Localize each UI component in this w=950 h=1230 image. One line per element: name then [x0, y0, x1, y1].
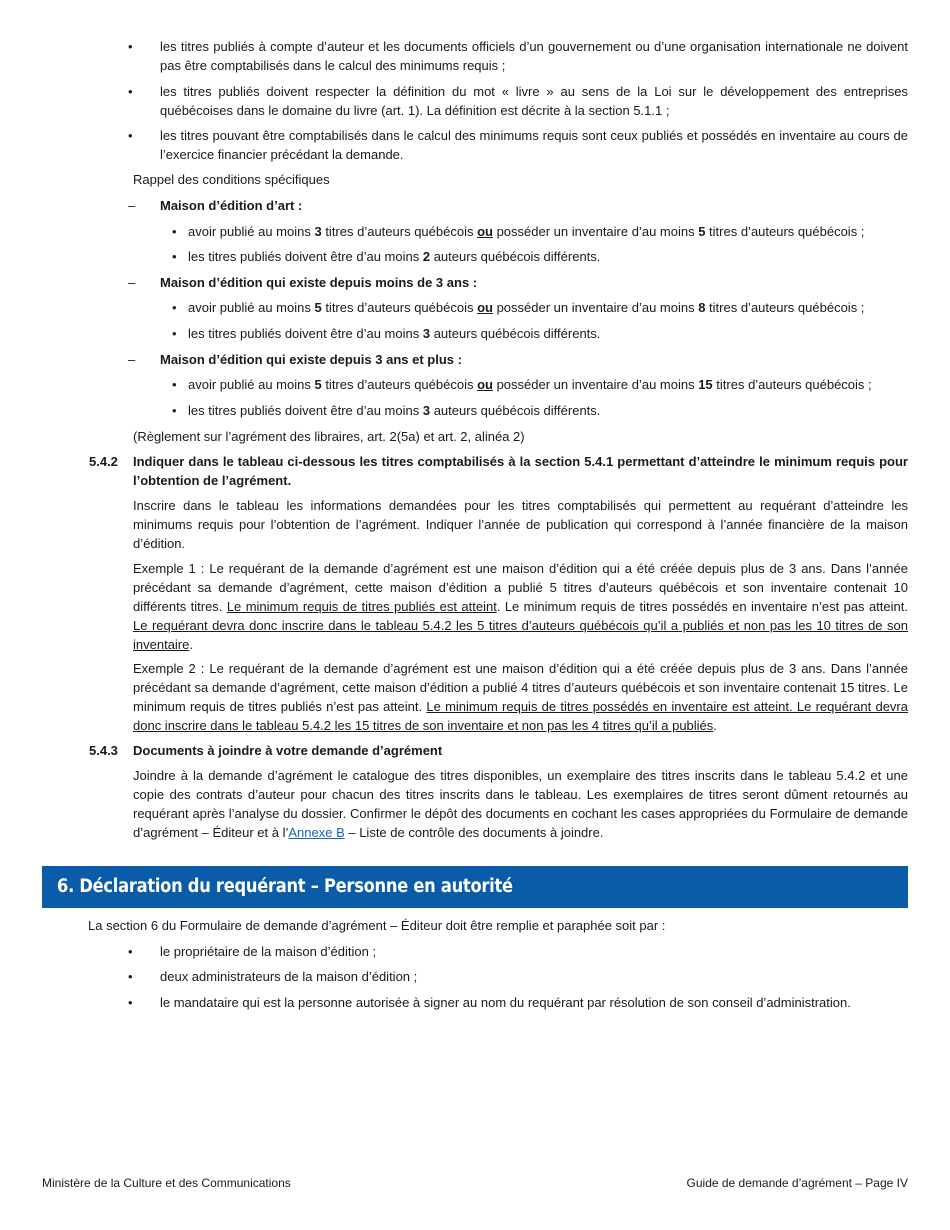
bullet-text: les titres publiés doivent être d’au moins 2 auteurs québécois différents.: [188, 249, 601, 264]
section-6-banner: [42, 866, 908, 908]
condition-heading-text: Maison d’édition d’art :: [160, 198, 303, 213]
bullet-marker: •: [128, 969, 133, 984]
bullet-text: les titres publiés doivent être d’au moins 3 auteurs québécois différents.: [188, 403, 601, 418]
rappel-label: Rappel des conditions spécifiques: [133, 172, 330, 187]
footer-left: Ministère de la Culture et des Communications: [42, 1176, 291, 1190]
bullet-marker: •: [128, 39, 133, 54]
list-item: [128, 37, 908, 75]
list-item: [172, 375, 912, 394]
list-item: [128, 967, 908, 986]
list-item: [128, 942, 908, 961]
bullet-text: les titres publiés doivent être d’au moins 3 auteurs québécois différents.: [188, 326, 601, 341]
condition-heading: [128, 196, 908, 215]
section-intro: Inscrire dans le tableau les informations demandées pour les titres comptabilisés qui permettent au requérant d’atteindre les minimums requis pour l’obtention de l’agrément. Indiquer l’année de publication qui correspond à l’année financière de la maison d’édition.: [133, 498, 908, 551]
list-item: [172, 222, 912, 241]
bullet-text: le mandataire qui est la personne autorisée à signer au nom du requérant par résolution de son conseil d’administration.: [160, 995, 851, 1010]
condition-heading-text: Maison d’édition qui existe depuis 3 ans et plus :: [160, 352, 462, 367]
list-item: [172, 247, 912, 266]
bullet-text: avoir publié au moins 3 titres d’auteurs québécois ou posséder un inventaire d’au moins 5 titres d’auteurs québécois ;: [188, 224, 865, 239]
bullet-marker: •: [172, 326, 177, 341]
bullet-marker: •: [172, 249, 177, 264]
example-1: Exemple 1 : Le requérant de la demande d’agrément est une maison d’édition qui a été créée depuis plus de 3 ans. Dans l’année précédant sa demande d’agrément, cette maison d’édition a publié 5 titres d’auteurs québécois et son inventaire contenait 10 différents titres. Le minimum requis de titres publiés est atteint. Le minimum requis de titres possédés en inventaire n’est pas atteint. Le requérant devra donc inscrire dans le tableau 5.4.2 les 5 titres d’auteurs québécois qu’il a publiés et non pas les 10 titres de son inventaire.: [133, 561, 908, 652]
bullet-marker: •: [172, 224, 177, 239]
dash-marker: –: [128, 275, 136, 290]
bullet-text: les titres pouvant être comptabilisés dans le calcul des minimums requis sont ceux publiés et possédés en inventaire au cours de l’exercice financier précédant la demande.: [160, 128, 908, 162]
section-6-title: 6. Déclaration du requérant – Personne en autorité: [57, 876, 513, 897]
bullet-marker: •: [128, 995, 133, 1010]
section-6-intro: La section 6 du Formulaire de demande d’agrément – Éditeur doit être remplie et paraphée soit par :: [88, 918, 666, 933]
dash-marker: –: [128, 352, 136, 367]
bullet-text: les titres publiés à compte d’auteur et les documents officiels d’un gouvernement ou d’une organisation internationale ne doivent pas être comptabilisés dans le calcul des minimums requis ;: [160, 39, 908, 73]
condition-heading-text: Maison d’édition qui existe depuis moins de 3 ans :: [160, 275, 478, 290]
bullet-marker: •: [128, 84, 133, 99]
list-item: [172, 298, 912, 317]
section-heading: Indiquer dans le tableau ci-dessous les titres comptabilisés à la section 5.4.1 permettant d’atteindre le minimum requis pour l’obtention de l’agrément.: [133, 454, 908, 488]
list-item: [128, 126, 908, 164]
bullet-text: deux administrateurs de la maison d’édition ;: [160, 969, 418, 984]
list-item: [128, 993, 908, 1012]
bullet-marker: •: [128, 128, 133, 143]
list-item: [128, 82, 908, 120]
annexe-b-link[interactable]: Annexe B: [288, 825, 345, 840]
condition-heading: [128, 273, 908, 292]
section-number: 5.4.3: [89, 743, 118, 758]
documents-paragraph: Joindre à la demande d’agrément le catalogue des titres disponibles, un exemplaire des titres inscrits dans le tableau 5.4.2 et une copie des contrats d’auteur pour chacun des titres inscrits dans le tableau. Les exemplaires de titres seront dûment retournés au requérant après l’analyse du dossier. Confirmer le dépôt des documents en cochant les cases appropriées du Formulaire de demande d’agrément – Éditeur et à l’Annexe B – Liste de contrôle des documents à joindre.: [133, 768, 908, 840]
dash-marker: –: [128, 198, 136, 213]
list-item: [172, 324, 912, 343]
bullet-marker: •: [172, 403, 177, 418]
bullet-text: avoir publié au moins 5 titres d’auteurs québécois ou posséder un inventaire d’au moins 15 titres d’auteurs québécois ;: [188, 377, 872, 392]
bullet-marker: •: [172, 300, 177, 315]
bullet-text: les titres publiés doivent respecter la définition du mot « livre » au sens de la Loi sur le développement des entreprises québécoises dans le domaine du livre (art. 1). La définition est décrite à la section 5.1.1 ;: [160, 84, 908, 118]
bullet-text: le propriétaire de la maison d’édition ;: [160, 944, 377, 959]
example-2: Exemple 2 : Le requérant de la demande d’agrément est une maison d’édition qui a été créée depuis plus de 3 ans. Dans l’année précédant sa demande d’agrément, cette maison d’édition a publié 4 titres d’auteurs québécois et son inventaire contenait 15 titres. Le minimum requis de titres publiés n’est pas atteint. Le minimum requis de titres possédés en inventaire est atteint. Le requérant devra donc inscrire dans le tableau 5.4.2 les 15 titres de son inventaire et non pas les 4 titres qu’il a publiés.: [133, 661, 908, 733]
reglement-note: (Règlement sur l’agrément des libraires, art. 2(5a) et art. 2, alinéa 2): [133, 429, 525, 444]
bullet-marker: •: [128, 944, 133, 959]
section-heading: Documents à joindre à votre demande d’agrément: [133, 743, 443, 758]
bullet-text: avoir publié au moins 5 titres d’auteurs québécois ou posséder un inventaire d’au moins 8 titres d’auteurs québécois ;: [188, 300, 865, 315]
bullet-marker: •: [172, 377, 177, 392]
footer-right: Guide de demande d’agrément – Page IV: [686, 1176, 908, 1190]
condition-heading: [128, 350, 908, 369]
section-number: 5.4.2: [89, 454, 118, 469]
list-item: [172, 401, 912, 420]
